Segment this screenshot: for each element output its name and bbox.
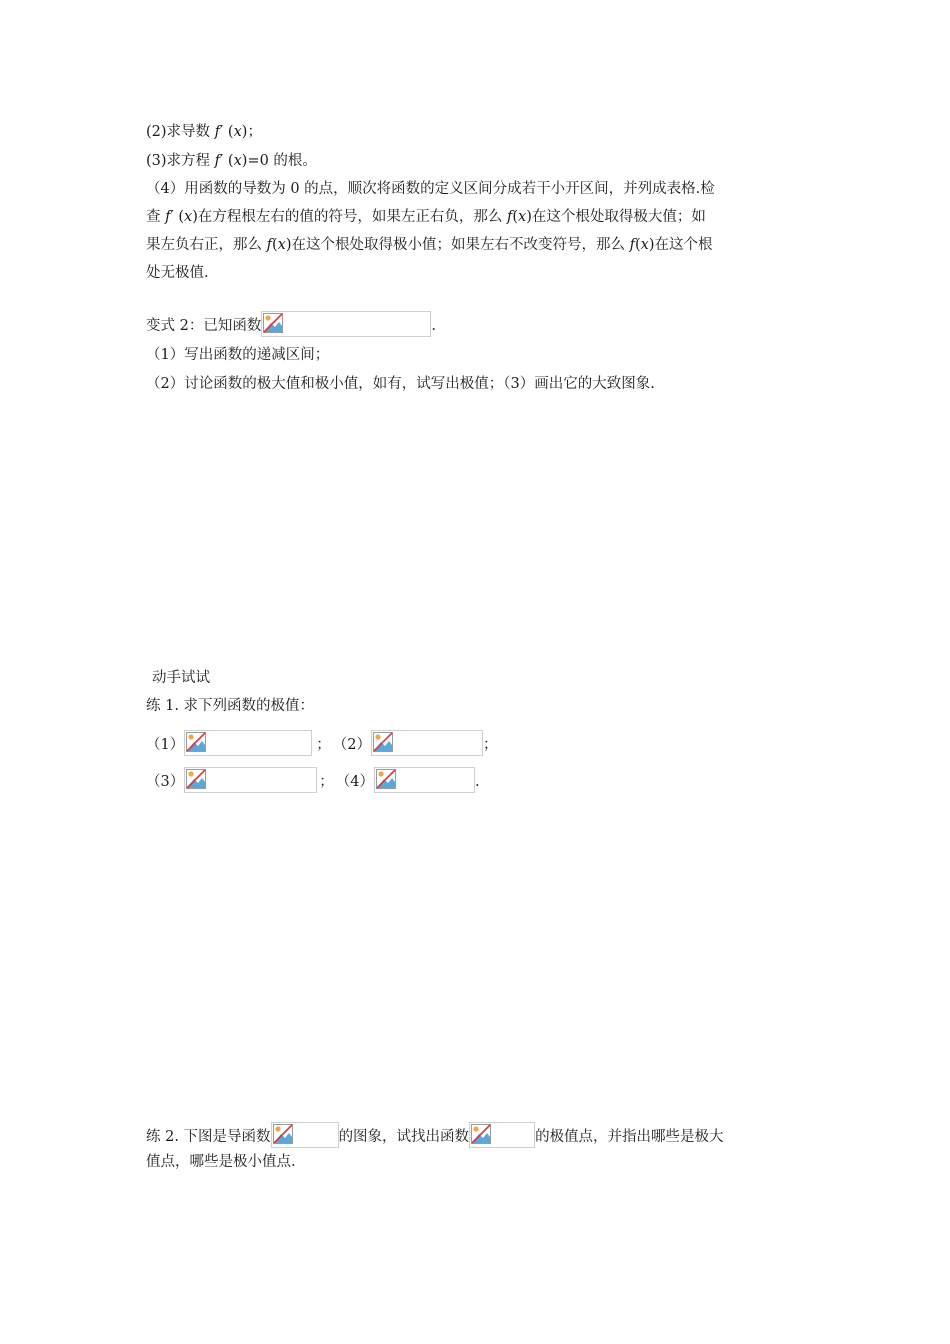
exercise-2-line-1 (146, 1122, 724, 1148)
variant-2-title (146, 311, 436, 337)
item-number-4: （4） (335, 774, 374, 790)
prime-mark: ′ ( (220, 124, 234, 140)
text: ( (634, 237, 641, 253)
period: . (474, 774, 480, 790)
text: 果左负右正，那么 (146, 237, 267, 253)
formula-image (261, 311, 431, 337)
step-3-text: (3)求方程 (146, 153, 215, 169)
exercise-1-label: 练 1. 求下列函数的极值： (146, 698, 315, 714)
text: )在方程根左右的值的符号，如果左正右负，那么 (192, 209, 507, 225)
function-symbol: f (214, 153, 221, 169)
separator: ； (482, 737, 498, 753)
function-symbol: f (214, 124, 221, 140)
item-number-1: （1） (146, 737, 185, 753)
text: ( (512, 209, 519, 225)
prime-mark: ′ ( (220, 153, 234, 169)
derivative-image (271, 1122, 339, 1148)
text: )在这个根处取得极大值；如 (526, 209, 706, 225)
text: )在这个根处取得极小值；如果左右不改变符号，那么 (285, 237, 630, 253)
exercise-2-line-2: 值点，哪些是极小值点. (146, 1154, 296, 1170)
variable-x: x (233, 153, 242, 169)
variable-x: x (233, 124, 242, 140)
step-4-line-1: （4）用函数的导数为 0 的点，顺次将函数的定义区间分成若干小开区间，并列成表格.检 (146, 181, 715, 197)
function-symbol: f (629, 237, 635, 253)
variant-2-label: 变式 2：已知函数 (146, 318, 262, 334)
text: 的极值点，并指出哪些是极大 (535, 1129, 724, 1145)
step-4-line-2 (146, 207, 706, 227)
variable-x: x (277, 237, 286, 253)
exercise-1-row-2 (146, 767, 480, 793)
text: 的图象，试找出函数 (338, 1129, 470, 1145)
formula-image (184, 767, 317, 793)
step-2 (146, 122, 262, 142)
variable-x: x (640, 237, 649, 253)
variant-2-question-2: （2）讨论函数的极大值和极小值，如有，试写出极值；（3）画出它的大致图象. (146, 376, 655, 392)
separator: ； (319, 774, 334, 790)
formula-image (184, 730, 312, 756)
function-symbol: f (507, 209, 513, 225)
step-2-end: )； (241, 124, 262, 140)
item-number-2: （2） (332, 737, 371, 753)
variant-2-question-1: （1）写出函数的递减区间； (146, 347, 330, 363)
variable-x: x (518, 209, 527, 225)
text: 练 2. 下图是导函数 (146, 1129, 271, 1145)
text: 查 (146, 209, 166, 225)
broken-image-icon (186, 769, 206, 789)
variable-x: x (184, 209, 193, 225)
broken-image-icon (273, 1124, 293, 1144)
step-4-line-3 (146, 235, 713, 255)
function-symbol: f (266, 237, 272, 253)
practice-heading: 动手试试 (152, 670, 210, 686)
function-image (469, 1122, 535, 1148)
text: ( (271, 237, 278, 253)
step-2-text: (2)求导数 (146, 124, 215, 140)
exercise-1-row-1 (146, 730, 497, 756)
broken-image-icon (263, 313, 283, 333)
step-3 (146, 151, 317, 171)
broken-image-icon (373, 732, 393, 752)
broken-image-icon (471, 1124, 491, 1144)
text: )在这个根 (648, 237, 713, 253)
prime-mark: ′ ( (170, 209, 185, 225)
item-number-3: （3） (146, 774, 185, 790)
broken-image-icon (186, 732, 206, 752)
step-3-end: )=0 的根。 (241, 153, 317, 169)
period: . (431, 318, 436, 334)
formula-image (371, 730, 483, 756)
formula-image (374, 767, 475, 793)
separator: ； (316, 737, 331, 753)
function-symbol: f (165, 209, 171, 225)
broken-image-icon (376, 769, 396, 789)
step-4-line-4: 处无极值. (146, 265, 209, 281)
